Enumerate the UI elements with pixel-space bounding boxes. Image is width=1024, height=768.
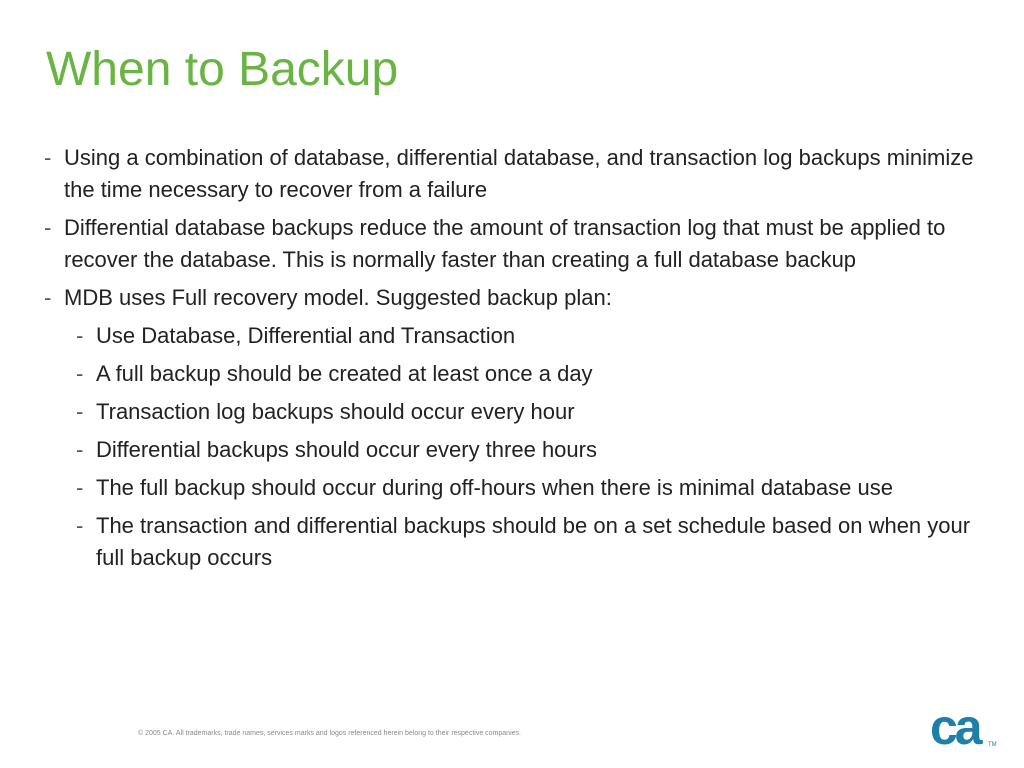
bullet-item [44,282,984,314]
logo-trademark: TM [988,742,997,748]
ca-logo-icon [928,702,998,754]
bullet-dash: - [76,323,84,348]
sub-bullet-item [44,396,984,428]
sub-bullet-text: The full backup should occur during off-hours when there is minimal database use [96,475,893,500]
sub-bullet-text: Transaction log backups should occur every hour [96,399,575,424]
sub-bullet-text: A full backup should be created at least once a day [96,361,593,386]
sub-bullet-text: Use Database, Differential and Transaction [96,323,516,348]
sub-bullet-text: Differential backups should occur every three hours [96,437,597,462]
sub-bullet-item [44,358,984,390]
bullet-item [44,212,984,276]
bullet-dash: - [76,399,84,424]
bullet-text: Differential database backups reduce the amount of transaction log that must be applied to recover the database. This is normally faster than creating a full database backup [64,215,946,272]
bullet-dash: - [76,475,84,500]
bullet-item [44,142,984,206]
sub-bullet-item [44,434,984,466]
sub-bullet-item [44,472,984,504]
bullet-text: Using a combination of database, differential database, and transaction log backups minimize the time necessary to recover from a failure [64,145,974,202]
sub-bullet-text: The transaction and differential backups should be on a set schedule based on when your full backup occurs [96,513,971,570]
sub-bullet-item [44,510,984,574]
bullet-dash: - [76,513,84,538]
bullet-dash: - [44,285,52,310]
bullet-list [44,142,984,580]
bullet-dash: - [76,437,84,462]
bullet-dash: - [76,361,84,386]
bullet-dash: - [44,215,52,240]
logo-text: ca [930,702,980,754]
bullet-text: MDB uses Full recovery model. Suggested backup plan: [64,285,612,310]
copyright-footer: © 2005 CA. All trademarks, trade names, services marks and logos referenced herein belong to their respective companies. [138,730,521,737]
sub-bullet-item [44,320,984,352]
bullet-dash: - [44,145,52,170]
slide-title: When to Backup [46,43,399,96]
